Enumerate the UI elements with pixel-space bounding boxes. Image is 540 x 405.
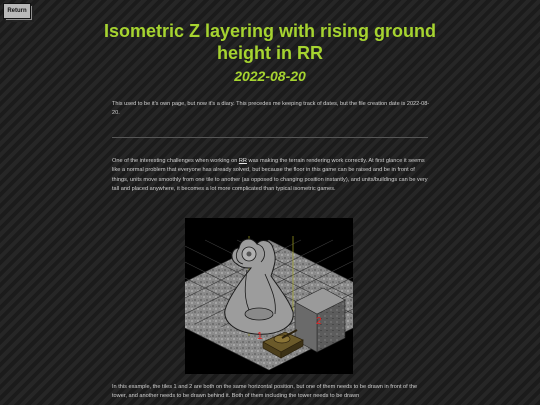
page-title: Isometric Z layering with rising ground height in RR (103, 21, 437, 63)
return-button[interactable]: Return (3, 3, 31, 19)
isometric-scene (185, 218, 353, 374)
paragraph-text: was making the terrain rendering work correctly. At first glance it seems like a normal problem that everyone has already solved, but because the floor in this game can be raised and be in front of things, units move smoothly from one tile to another (as opposed to changing position instantly), and units/buildings can be very tall and placed anywhere, it becomes a lot more complicated than typical isometric games. (112, 158, 428, 193)
paragraph-text: One of the interesting challenges when working on (112, 158, 239, 164)
body-paragraph-2: In this example, the tiles 1 and 2 are both on the same horizontal position, but one of them needs to be drawn in front of the tower, and another needs to be drawn behind it. Both of them including the tower needs to be drawn (112, 384, 418, 400)
section-divider (112, 137, 428, 138)
isometric-example-figure (185, 218, 353, 374)
body-paragraph-1 (112, 157, 430, 195)
intro-paragraph: This used to be it's own page, but now it's a diary. This precedes me keeping track of dates, but the file creation date is 2022-08-20. (112, 101, 430, 117)
return-button-stack[interactable] (3, 3, 33, 21)
page-date: 2022-08-20 (234, 68, 306, 84)
rr-link[interactable]: RR (238, 158, 247, 164)
tile-label-2: 2 (316, 316, 322, 327)
tile-label-1: 1 (257, 331, 263, 342)
